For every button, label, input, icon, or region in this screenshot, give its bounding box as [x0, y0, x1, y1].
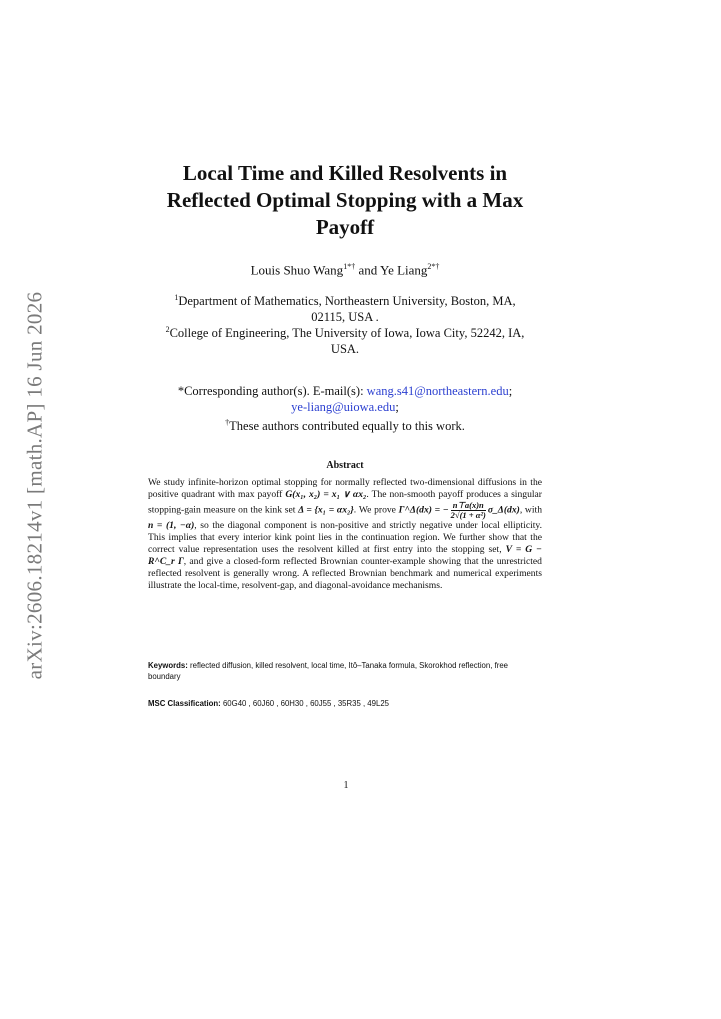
keywords-block [148, 660, 542, 682]
arxiv-stamp [20, 290, 50, 680]
abstract-text-5: , so the diagonal component is non-positive and strictly negative under local ellipticity. This implies that every interior kink point lies in the continuation region. We further show that the correct value representation uses the resolvent killed at first entry into the stopping set, [148, 520, 542, 555]
correspondence-block [140, 383, 550, 434]
email-separator-2: ; [395, 400, 399, 414]
affiliation-2-line-1: College of Engineering, The University of Iowa, Iowa City, 52242, IA, [169, 326, 525, 341]
arxiv-stamp-text: arXiv:2606.18214v1 [math.AP] 16 Jun 2026 [22, 291, 47, 679]
equal-contribution-note: These authors contributed equally to this work. [229, 419, 465, 434]
email-link-1[interactable]: wang.s41@northeastern.edu [366, 384, 509, 398]
msc-classification [148, 698, 542, 709]
email-link-2[interactable]: ye-liang@uiowa.edu [291, 400, 396, 414]
fraction-denominator: 2√(1 + α²) [450, 510, 486, 520]
abstract-heading: Abstract [326, 460, 364, 471]
affiliation-2 [140, 322, 550, 357]
msc-label: MSC Classification: [148, 699, 221, 708]
authors-line [140, 262, 550, 278]
paper-title [140, 160, 550, 241]
abstract-body [148, 477, 542, 592]
abstract-text-2: . The non-smooth payoff produces a singular stopping-gain measure on the kink set [148, 489, 542, 516]
keywords-label: Keywords: [148, 661, 188, 670]
abstract-math-payoff: G(x₁, x₂) = x₁ ∨ αx₂ [285, 489, 367, 500]
author-1-name: Louis Shuo Wang [250, 262, 344, 278]
author-2-name: Ye Liang [379, 262, 428, 278]
affiliation-1-line-1: Department of Mathematics, Northeastern University, Boston, MA, [178, 294, 516, 309]
title-line-1: Local Time and Killed Resolvents in [182, 161, 508, 185]
abstract-math-fraction [451, 501, 486, 520]
title-line-2: Reflected Optimal Stopping with a Max [166, 188, 524, 212]
abstract-math-normal: n = (1, −α) [148, 520, 195, 531]
affiliation-2-mark: 2 [165, 325, 170, 334]
abstract-text-3: . We prove [353, 504, 399, 516]
affiliation-1 [140, 290, 550, 325]
abstract-text-4: , with [519, 504, 542, 516]
fraction-numerator: n⊤a(x)n [452, 500, 484, 510]
affiliation-1-mark: 1 [174, 293, 179, 302]
authors-and: and [355, 262, 380, 278]
abstract-math-sigma: σ_Δ(dx) [487, 504, 520, 516]
abstract-text-6: , and give a closed-form reflected Brownian counter-example showing that the unrestricted reflected resolvent is generally wrong. A reflected Brownian benchmark and numerical experiments illustrate the local-time, resolvent-gap, and diagonal-avoidance mechanisms. [148, 556, 542, 591]
abstract-math-gamma: Γ^Δ(dx) = − [398, 504, 449, 516]
page-number: 1 [343, 780, 349, 791]
affiliation-2-line-2: USA. [330, 342, 360, 357]
author-1-marks: 1*† [343, 262, 356, 271]
abstract-math-value: V = G − R^C_r Γ [148, 544, 542, 567]
affiliation-1-line-2: 02115, USA . [311, 310, 379, 325]
correspondence-prefix: *Corresponding author(s). E-mail(s): [177, 384, 367, 398]
title-line-3: Payoff [315, 215, 375, 239]
abstract-text-1: We study infinite-horizon optimal stopping for normally reflected two-dimensional diffusions in the positive quadrant with max payoff [148, 477, 542, 500]
abstract-math-kink-set: Δ = {x₁ = αx₂} [298, 504, 354, 516]
email-separator-1: ; [508, 384, 513, 398]
keywords-text: reflected diffusion, killed resolvent, local time, Itô–Tanaka formula, Skorokhod reflection, free boundary [148, 661, 511, 681]
dagger-mark: † [225, 418, 230, 427]
msc-codes: 60G40 , 60J60 , 60H30 , 60J55 , 35R35 , 49L25 [220, 699, 389, 708]
author-2-marks: 2*† [427, 262, 440, 271]
